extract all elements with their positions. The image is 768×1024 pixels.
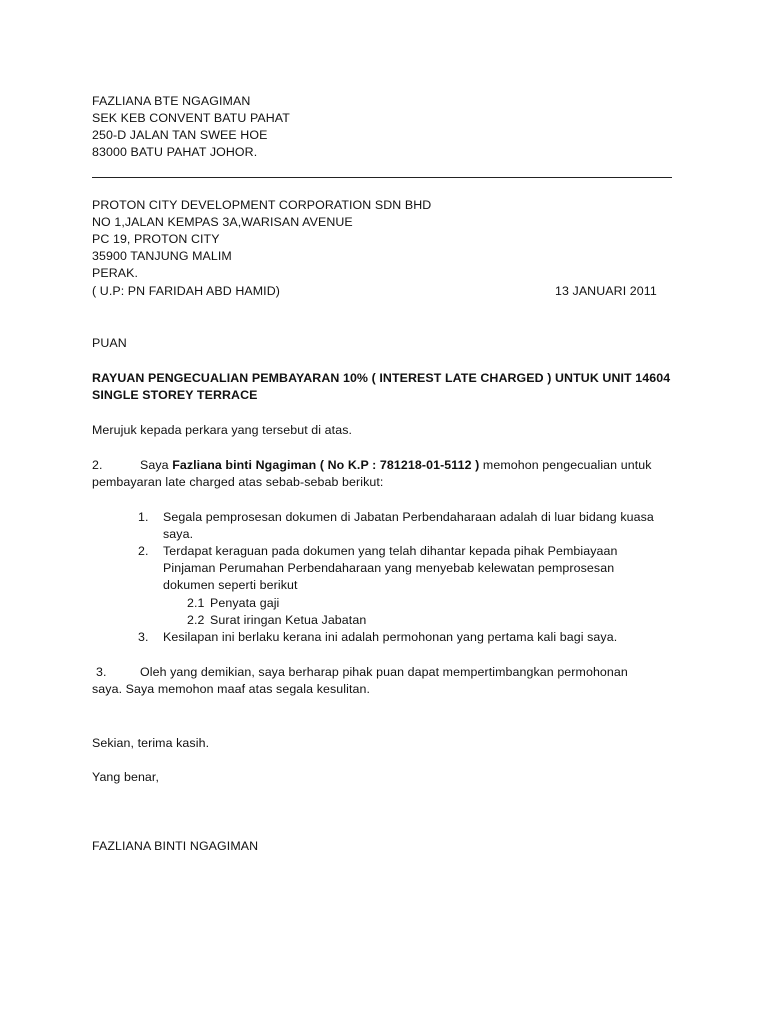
- reason-2-line-1: Terdapat keraguan pada dokumen yang telah dihantar kepada pihak Pembiayaan: [163, 544, 618, 558]
- paragraph-2-line-1: [140, 457, 652, 474]
- subject-line-2: SINGLE STOREY TERRACE: [92, 388, 258, 402]
- reason-2-line-2: Pinjaman Perumahan Perbendaharaan yang menyebab kelewatan pemprosesan: [163, 561, 615, 575]
- sender-school: SEK KEB CONVENT BATU PAHAT: [92, 111, 290, 125]
- recipient-address-line-2: PC 19, PROTON CITY: [92, 232, 220, 246]
- letter-date: 13 JANUARI 2011: [555, 284, 657, 298]
- recipient-company: PROTON CITY DEVELOPMENT CORPORATION SDN BHD: [92, 198, 432, 212]
- sender-address-line-1: 250-D JALAN TAN SWEE HOE: [92, 128, 268, 142]
- separator-rule: [92, 177, 672, 178]
- subreason-2-2-number: 2.2: [187, 613, 205, 627]
- recipient-address-line-3: 35900 TANJUNG MALIM: [92, 249, 232, 263]
- recipient-address-line-1: NO 1,JALAN KEMPAS 3A,WARISAN AVENUE: [92, 215, 353, 229]
- paragraph-2-suffix: memohon pengecualian untuk: [479, 458, 652, 472]
- paragraph-2-line-2: pembayaran late charged atas sebab-sebab berikut:: [92, 475, 384, 489]
- sender-address-line-2: 83000 BATU PAHAT JOHOR.: [92, 145, 258, 159]
- paragraph-2-prefix: Saya: [140, 458, 173, 472]
- reason-1-line-1: Segala pemprosesan dokumen di Jabatan Perbendaharaan adalah di luar bidang kuasa: [163, 510, 654, 524]
- subreason-2-1-text: Penyata gaji: [210, 596, 280, 610]
- reason-1-number: 1.: [138, 510, 149, 524]
- closing-line: Sekian, terima kasih.: [92, 736, 210, 750]
- paragraph-2-number: 2.: [92, 458, 103, 472]
- sender-name: FAZLIANA BTE NGAGIMAN: [92, 94, 251, 108]
- signoff-line: Yang benar,: [92, 770, 160, 784]
- reason-3-line-1: Kesilapan ini berlaku kerana ini adalah permohonan yang pertama kali bagi saya.: [163, 630, 618, 644]
- salutation: PUAN: [92, 336, 127, 350]
- recipient-address-line-4: PERAK.: [92, 266, 139, 280]
- reason-2-number: 2.: [138, 544, 149, 558]
- subreason-2-1-number: 2.1: [187, 596, 205, 610]
- recipient-attention: ( U.P: PN FARIDAH ABD HAMID): [92, 284, 280, 298]
- subreason-2-2-text: Surat iringan Ketua Jabatan: [210, 613, 367, 627]
- reason-3-number: 3.: [138, 630, 149, 644]
- reason-1-line-2: saya.: [163, 527, 194, 541]
- reason-2-line-3: dokumen seperti berikut: [163, 578, 298, 592]
- paragraph-2-bold-identity: Fazliana binti Ngagiman ( No K.P : 781218-01-5112 ): [172, 458, 480, 472]
- subject-line-1: RAYUAN PENGECUALIAN PEMBAYARAN 10% ( INTEREST LATE CHARGED ) UNTUK UNIT 14604: [92, 371, 671, 385]
- paragraph-3-line-2: saya. Saya memohon maaf atas segala kesulitan.: [92, 682, 371, 696]
- paragraph-3-line-1: Oleh yang demikian, saya berharap pihak puan dapat mempertimbangkan permohonan: [140, 665, 628, 679]
- paragraph-3-number: 3.: [96, 665, 107, 679]
- signature-name: FAZLIANA BINTI NGAGIMAN: [92, 839, 259, 853]
- paragraph-1: Merujuk kepada perkara yang tersebut di atas.: [92, 423, 353, 437]
